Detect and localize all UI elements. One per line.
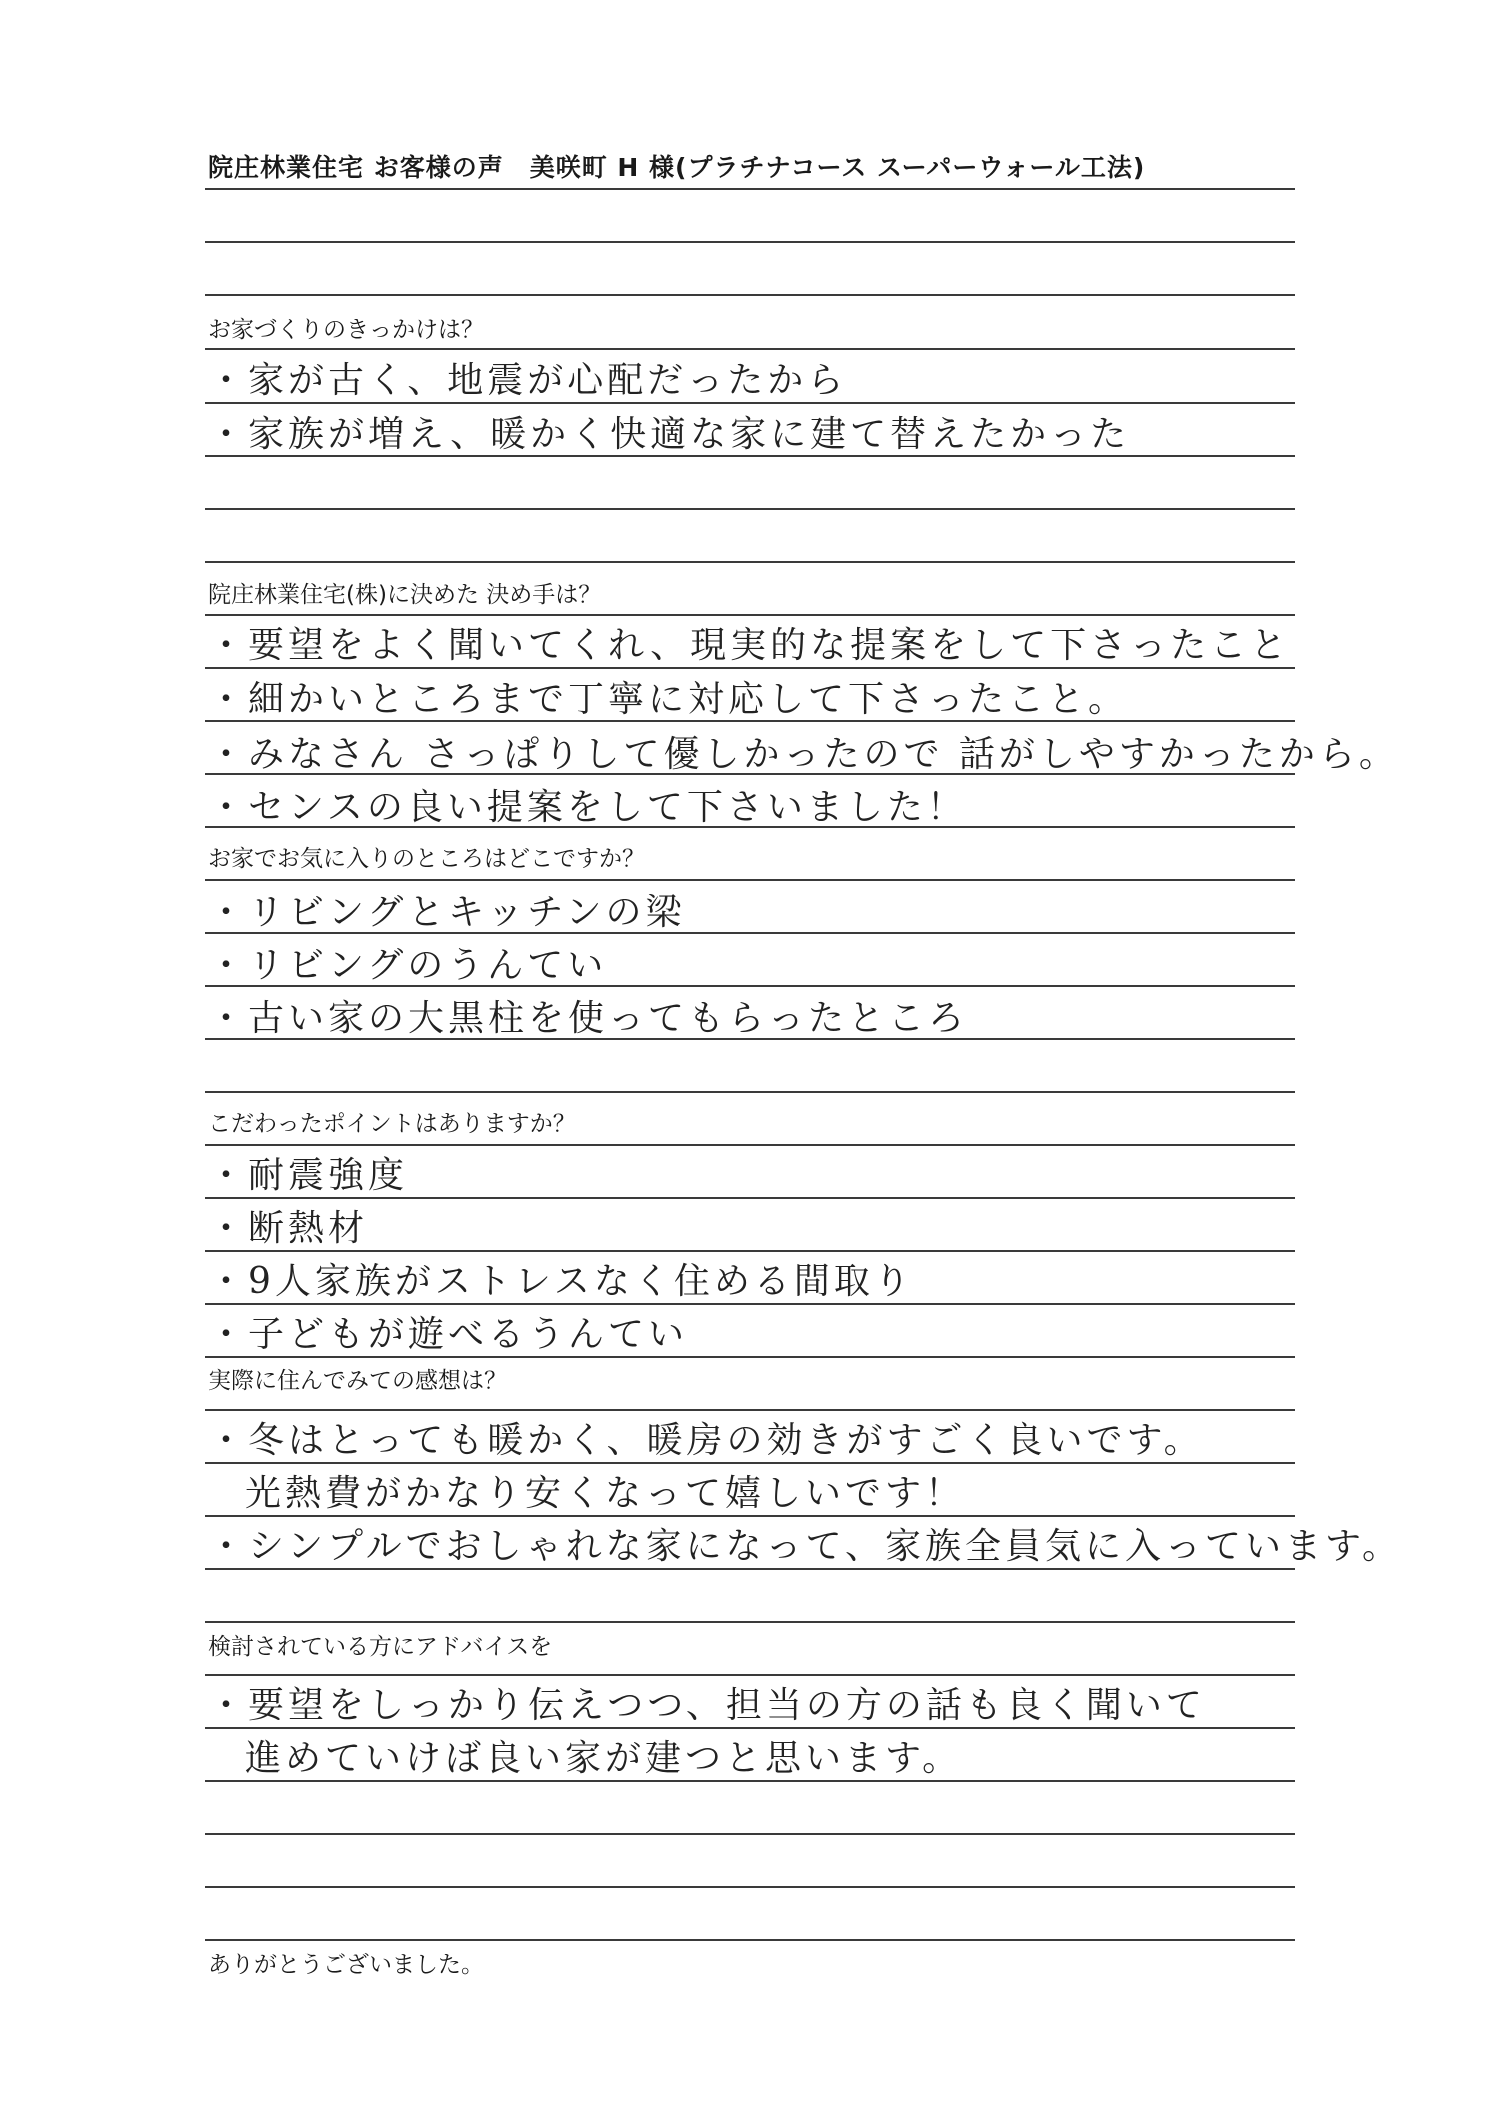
ruled-line <box>205 1674 1295 1676</box>
ruled-line <box>205 1886 1295 1888</box>
ruled-line <box>205 561 1295 563</box>
ruled-line <box>205 508 1295 510</box>
closing-text: ありがとうございました。 <box>208 1952 484 1978</box>
answer-line: ・シンプルでおしゃれな家になって、家族全員気に入っています。 <box>208 1526 1403 1567</box>
ruled-line <box>205 188 1295 190</box>
answer-line: ・リビングのうんてい <box>208 945 608 986</box>
question-motivation: お家づくりのきっかけは？ <box>208 317 484 343</box>
answer-line: ・センスの良い提案をして下さいました！ <box>208 787 967 828</box>
ruled-line <box>205 1091 1295 1093</box>
question-favorite-place: お家でお気に入りのところはどこですか？ <box>208 846 645 872</box>
ruled-line <box>205 1833 1295 1835</box>
answer-line: ・みなさん さっぱりして優しかったので 話がしやすかったから。 <box>208 734 1399 775</box>
ruled-line <box>205 879 1295 881</box>
answer-line: 光熱費がかなり安くなって嬉しいです！ <box>245 1473 966 1514</box>
ruled-line <box>205 294 1295 296</box>
question-commitment-points: こだわったポイントはありますか？ <box>208 1111 576 1137</box>
ruled-line <box>205 1250 1295 1252</box>
page-title: 院庄林業住宅 お客様の声 美咲町 H 様(プラチナコース スーパーウォール工法) <box>208 153 1146 182</box>
answer-line: ・要望をよく聞いてくれ、現実的な提案をして下さったこと <box>208 625 1291 666</box>
ruled-line <box>205 348 1295 350</box>
ruled-line <box>205 1621 1295 1623</box>
answer-line: 進めていけば良い家が建つと思います。 <box>245 1738 963 1779</box>
ruled-line <box>205 1144 1295 1146</box>
answer-line: ・細かいところまで丁寧に対応して下さったこと。 <box>208 679 1129 720</box>
answer-line: ・家族が増え、暖かく快適な家に建て替えたかった <box>208 414 1131 455</box>
answer-line: ・冬はとっても暖かく、暖房の効きがすごく良いです。 <box>208 1420 1204 1461</box>
question-advice: 検討されている方にアドバイスを <box>208 1634 553 1660</box>
ruled-line <box>205 614 1295 616</box>
answer-line: ・断熱材 <box>208 1208 369 1249</box>
ruled-line <box>205 1409 1295 1411</box>
question-deciding-factor: 院庄林業住宅(株)に決めた 決め手は？ <box>208 582 602 608</box>
answer-line: ・子どもが遊べるうんてい <box>208 1314 689 1355</box>
answer-line: ・リビングとキッチンの梁 <box>208 892 686 933</box>
ruled-line <box>205 241 1295 243</box>
answer-line: ・9人家族がストレスなく住める間取り <box>208 1261 914 1302</box>
answer-line: ・耐震強度 <box>208 1155 409 1196</box>
ruled-line <box>205 1939 1295 1941</box>
question-impressions: 実際に住んでみての感想は？ <box>208 1368 507 1394</box>
answer-line: ・要望をしっかり伝えつつ、担当の方の話も良く聞いて <box>208 1685 1206 1726</box>
answer-line: ・古い家の大黒柱を使ってもらったところ <box>208 998 969 1039</box>
answer-line: ・家が古く、地震が心配だったから <box>208 360 848 401</box>
